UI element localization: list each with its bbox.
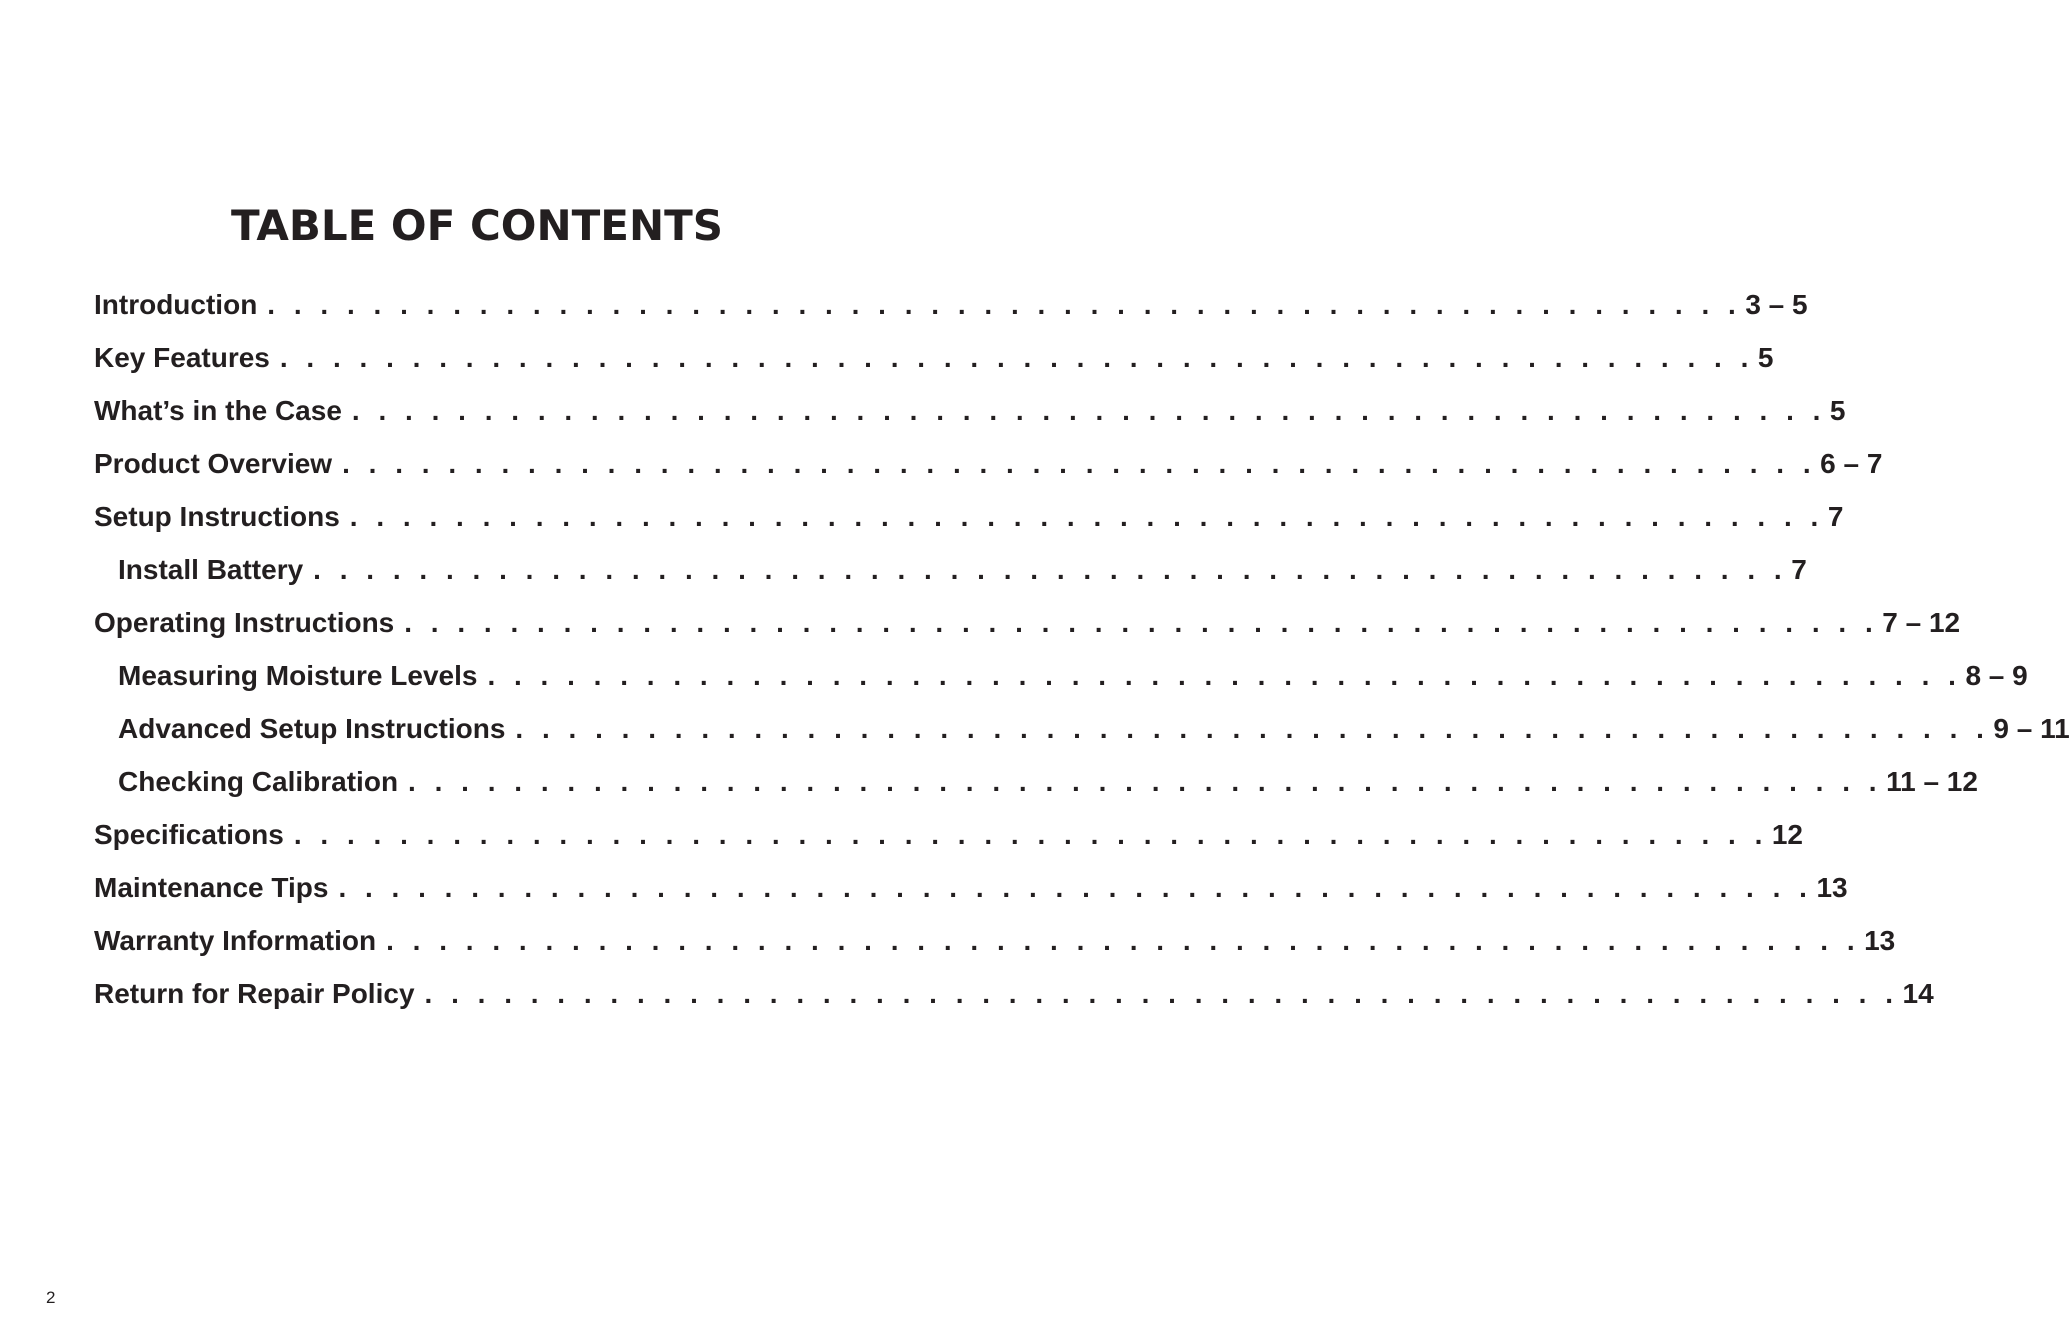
toc-entry-measuring-moisture-levels[interactable]	[94, 649, 2028, 702]
toc-entry-pages: 7 – 12	[1882, 607, 1961, 638]
toc-entry-introduction[interactable]	[94, 278, 1808, 331]
toc-entry-label: Advanced Setup Instructions	[118, 713, 506, 744]
toc-entry-pages: 8 – 9	[1965, 660, 2028, 691]
dot-leader: . . . . . . . . . . . . . . . . . . . . . . . . . . . . . . . . . . . . . . . . . . . . . . . . . . . . . . . .	[386, 925, 1861, 956]
table-of-contents	[94, 278, 2070, 1020]
toc-entry-label: Key Features	[94, 342, 270, 373]
toc-entry-pages: 11 – 12	[1886, 766, 1978, 797]
toc-entry-key-features[interactable]	[94, 331, 1774, 384]
toc-entry-label: Measuring Moisture Levels	[118, 660, 478, 691]
toc-entry-label: Checking Calibration	[118, 766, 399, 797]
dot-leader: . . . . . . . . . . . . . . . . . . . . . . . . . . . . . . . . . . . . . . . . . . . . . . . . . . . . . . . .	[279, 342, 1754, 373]
toc-entry-label: Install Battery	[118, 554, 304, 585]
dot-leader: . . . . . . . . . . . . . . . . . . . . . . . . . . . . . . . . . . . . . . . . . . . . . . . . . . . . . . . .	[349, 501, 1824, 532]
toc-entry-advanced-setup-instructions[interactable]	[94, 702, 2070, 755]
toc-entry-maintenance-tips[interactable]	[94, 861, 1848, 914]
dot-leader: . . . . . . . . . . . . . . . . . . . . . . . . . . . . . . . . . . . . . . . . . . . . . . . . . . . . . . . .	[408, 766, 1883, 797]
dot-leader: . . . . . . . . . . . . . . . . . . . . . . . . . . . . . . . . . . . . . . . . . . . . . . . . . . . . . . . .	[267, 289, 1742, 320]
toc-entry-pages: 3 – 5	[1745, 289, 1808, 320]
toc-entry-label: Warranty Information	[94, 925, 377, 956]
dot-leader: . . . . . . . . . . . . . . . . . . . . . . . . . . . . . . . . . . . . . . . . . . . . . . . . . . . . . . . .	[424, 978, 1899, 1009]
toc-entry-warranty-information[interactable]	[94, 914, 1896, 967]
toc-entry-label: Product Overview	[94, 448, 333, 479]
toc-entry-checking-calibration[interactable]	[94, 755, 1978, 808]
toc-entry-product-overview[interactable]	[94, 437, 1883, 490]
toc-entry-pages: 7	[1827, 501, 1844, 532]
toc-entry-label: Maintenance Tips	[94, 872, 329, 903]
dot-leader: . . . . . . . . . . . . . . . . . . . . . . . . . . . . . . . . . . . . . . . . . . . . . . . . . . . . . . . .	[313, 554, 1788, 585]
toc-entry-pages: 7	[1791, 554, 1807, 585]
dot-leader: . . . . . . . . . . . . . . . . . . . . . . . . . . . . . . . . . . . . . . . . . . . . . . . . . . . . . . . .	[515, 713, 1990, 744]
page-title: TABLE OF CONTENTS	[230, 201, 724, 250]
toc-entry-label: Specifications	[94, 819, 284, 850]
toc-entry-label: Introduction	[94, 289, 258, 320]
dot-leader: . . . . . . . . . . . . . . . . . . . . . . . . . . . . . . . . . . . . . . . . . . . . . . . . . . . . . . . .	[487, 660, 1962, 691]
toc-entry-specifications[interactable]	[94, 808, 1804, 861]
toc-entry-label: What’s in the Case	[94, 395, 342, 426]
toc-entry-pages: 13	[1864, 925, 1896, 956]
dot-leader: . . . . . . . . . . . . . . . . . . . . . . . . . . . . . . . . . . . . . . . . . . . . . . . . . . . . . . . .	[293, 819, 1768, 850]
dot-leader: . . . . . . . . . . . . . . . . . . . . . . . . . . . . . . . . . . . . . . . . . . . . . . . . . . . . . . . .	[351, 395, 1826, 426]
toc-entry-pages: 12	[1771, 819, 1804, 850]
dot-leader: . . . . . . . . . . . . . . . . . . . . . . . . . . . . . . . . . . . . . . . . . . . . . . . . . . . . . . . .	[338, 872, 1813, 903]
toc-entry-pages: 6 – 7	[1820, 448, 1883, 479]
page-number: 2	[46, 1288, 56, 1307]
toc-entry-install-battery[interactable]	[94, 543, 1807, 596]
toc-entry-setup-instructions[interactable]	[94, 490, 1844, 543]
toc-entry-whats-in-the-case[interactable]	[94, 384, 1846, 437]
toc-entry-pages: 5	[1757, 342, 1774, 373]
toc-entry-pages: 5	[1829, 395, 1846, 426]
toc-entry-pages: 14	[1902, 978, 1934, 1009]
toc-entry-label: Setup Instructions	[94, 501, 340, 532]
toc-entry-pages: 13	[1816, 872, 1848, 903]
dot-leader: . . . . . . . . . . . . . . . . . . . . . . . . . . . . . . . . . . . . . . . . . . . . . . . . . . . . . . . .	[342, 448, 1817, 479]
toc-entry-label: Operating Instructions	[94, 607, 395, 638]
dot-leader: . . . . . . . . . . . . . . . . . . . . . . . . . . . . . . . . . . . . . . . . . . . . . . . . . . . . . . . .	[404, 607, 1879, 638]
toc-entry-operating-instructions[interactable]	[94, 596, 1961, 649]
toc-entry-return-for-repair-policy[interactable]	[94, 967, 1934, 1020]
toc-entry-label: Return for Repair Policy	[94, 978, 415, 1009]
toc-entry-pages: 9 – 11	[1993, 713, 2070, 744]
